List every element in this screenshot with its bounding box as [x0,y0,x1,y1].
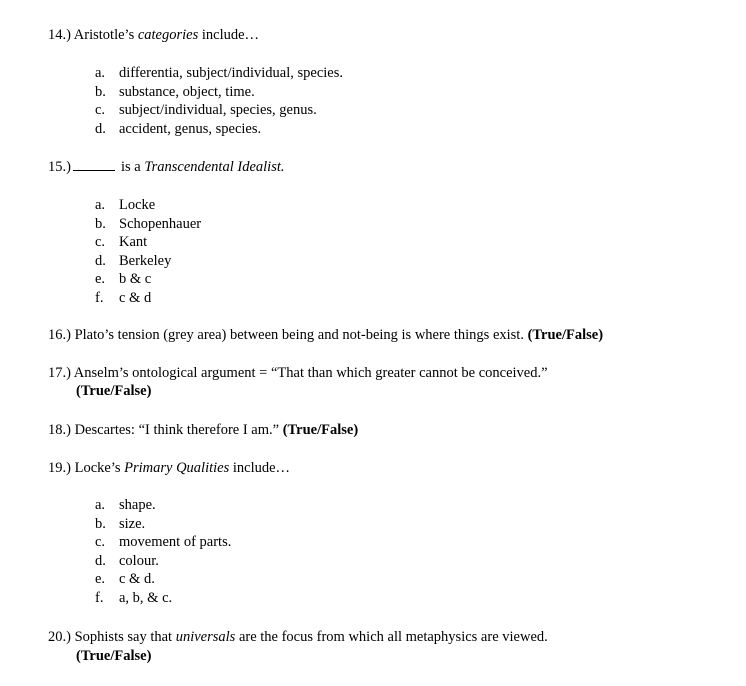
option-text: colour. [119,552,159,569]
true-false-choice[interactable]: (True/False) [76,383,152,399]
q17-answer [76,382,151,400]
q15-pre: is a [120,159,141,175]
q19-post: include… [232,460,291,476]
q14-emphasis: categories [137,27,199,43]
q15-number: 15.) [48,159,71,175]
question-20 [48,628,548,646]
option-text: differentia, subject/individual, species. [119,65,344,81]
option-letter: e. [95,571,106,587]
q14-options [95,64,343,138]
option-letter: c. [95,234,106,250]
q19-option-d[interactable] [95,552,231,571]
q15-option-c[interactable] [95,233,201,252]
answer-blank[interactable] [73,158,115,171]
true-false-choice[interactable]: (True/False) [527,327,604,343]
q15-option-b[interactable] [95,215,201,234]
question-17 [48,364,548,382]
option-letter: d. [95,552,106,569]
option-text: Schopenhauer [119,215,202,232]
option-text: subject/individual, species, genus. [119,102,317,118]
q17-text: 17.) Anselm’s ontological argument = “That than which greater cannot be conceived.” [48,365,548,381]
option-letter: a. [95,65,106,81]
option-text: accident, genus, species. [119,120,262,137]
option-letter: d. [95,120,106,137]
question-15 [48,158,285,176]
option-text: b & c [119,271,152,287]
true-false-choice[interactable]: (True/False) [282,422,359,438]
q15-option-d[interactable] [95,252,201,271]
option-text: Locke [119,197,156,213]
q14-pre: Aristotle’s [73,27,135,43]
q20-emphasis: universals [175,629,236,645]
q19-option-a[interactable] [95,496,231,515]
option-letter: e. [95,271,106,287]
q15-option-f[interactable] [95,289,201,308]
question-14 [48,26,259,44]
q15-options [95,196,201,307]
option-text: a, b, & c. [119,589,173,606]
question-18 [48,421,358,439]
q20-answer [76,647,151,665]
option-letter: d. [95,252,106,269]
option-letter: b. [95,515,106,532]
option-letter: b. [95,83,106,100]
option-letter: c. [95,534,106,550]
option-letter: f. [95,589,104,606]
question-16 [48,326,603,344]
option-text: size. [119,515,146,532]
q19-option-c[interactable] [95,533,231,552]
option-text: shape. [119,497,156,513]
q15-option-e[interactable] [95,270,201,289]
option-text: c & d [119,289,152,306]
option-letter: f. [95,289,104,306]
q14-option-c[interactable] [95,101,343,120]
option-letter: a. [95,197,106,213]
q19-option-f[interactable] [95,589,231,608]
option-letter: a. [95,497,106,513]
q14-option-d[interactable] [95,120,343,139]
q20-post: are the focus from which all metaphysics are viewed. [238,629,548,645]
q14-option-a[interactable] [95,64,343,83]
true-false-choice[interactable]: (True/False) [76,648,152,664]
q14-option-b[interactable] [95,83,343,102]
q14-post: include… [201,27,260,43]
question-19 [48,459,290,477]
q19-emphasis: Primary Qualities [124,460,230,476]
q19-option-b[interactable] [95,515,231,534]
q16-text: 16.) Plato’s tension (grey area) between being and not-being is where things exist. [48,327,524,343]
q18-text: 18.) Descartes: “I think therefore I am.” [48,422,280,438]
q19-option-e[interactable] [95,570,231,589]
q14-number: 14.) [48,27,71,43]
q20-pre: Sophists say that [74,629,173,645]
option-letter: b. [95,215,106,232]
option-text: c & d. [119,571,155,587]
option-text: Kant [119,234,148,250]
q19-pre: Locke’s [74,460,121,476]
option-letter: c. [95,102,106,118]
option-text: movement of parts. [119,534,232,550]
q20-number: 20.) [48,629,71,645]
q19-options [95,496,231,607]
option-text: substance, object, time. [119,83,255,100]
q15-emphasis: Transcendental Idealist. [144,159,285,175]
q15-option-a[interactable] [95,196,201,215]
option-text: Berkeley [119,252,172,269]
q19-number: 19.) [48,460,71,476]
